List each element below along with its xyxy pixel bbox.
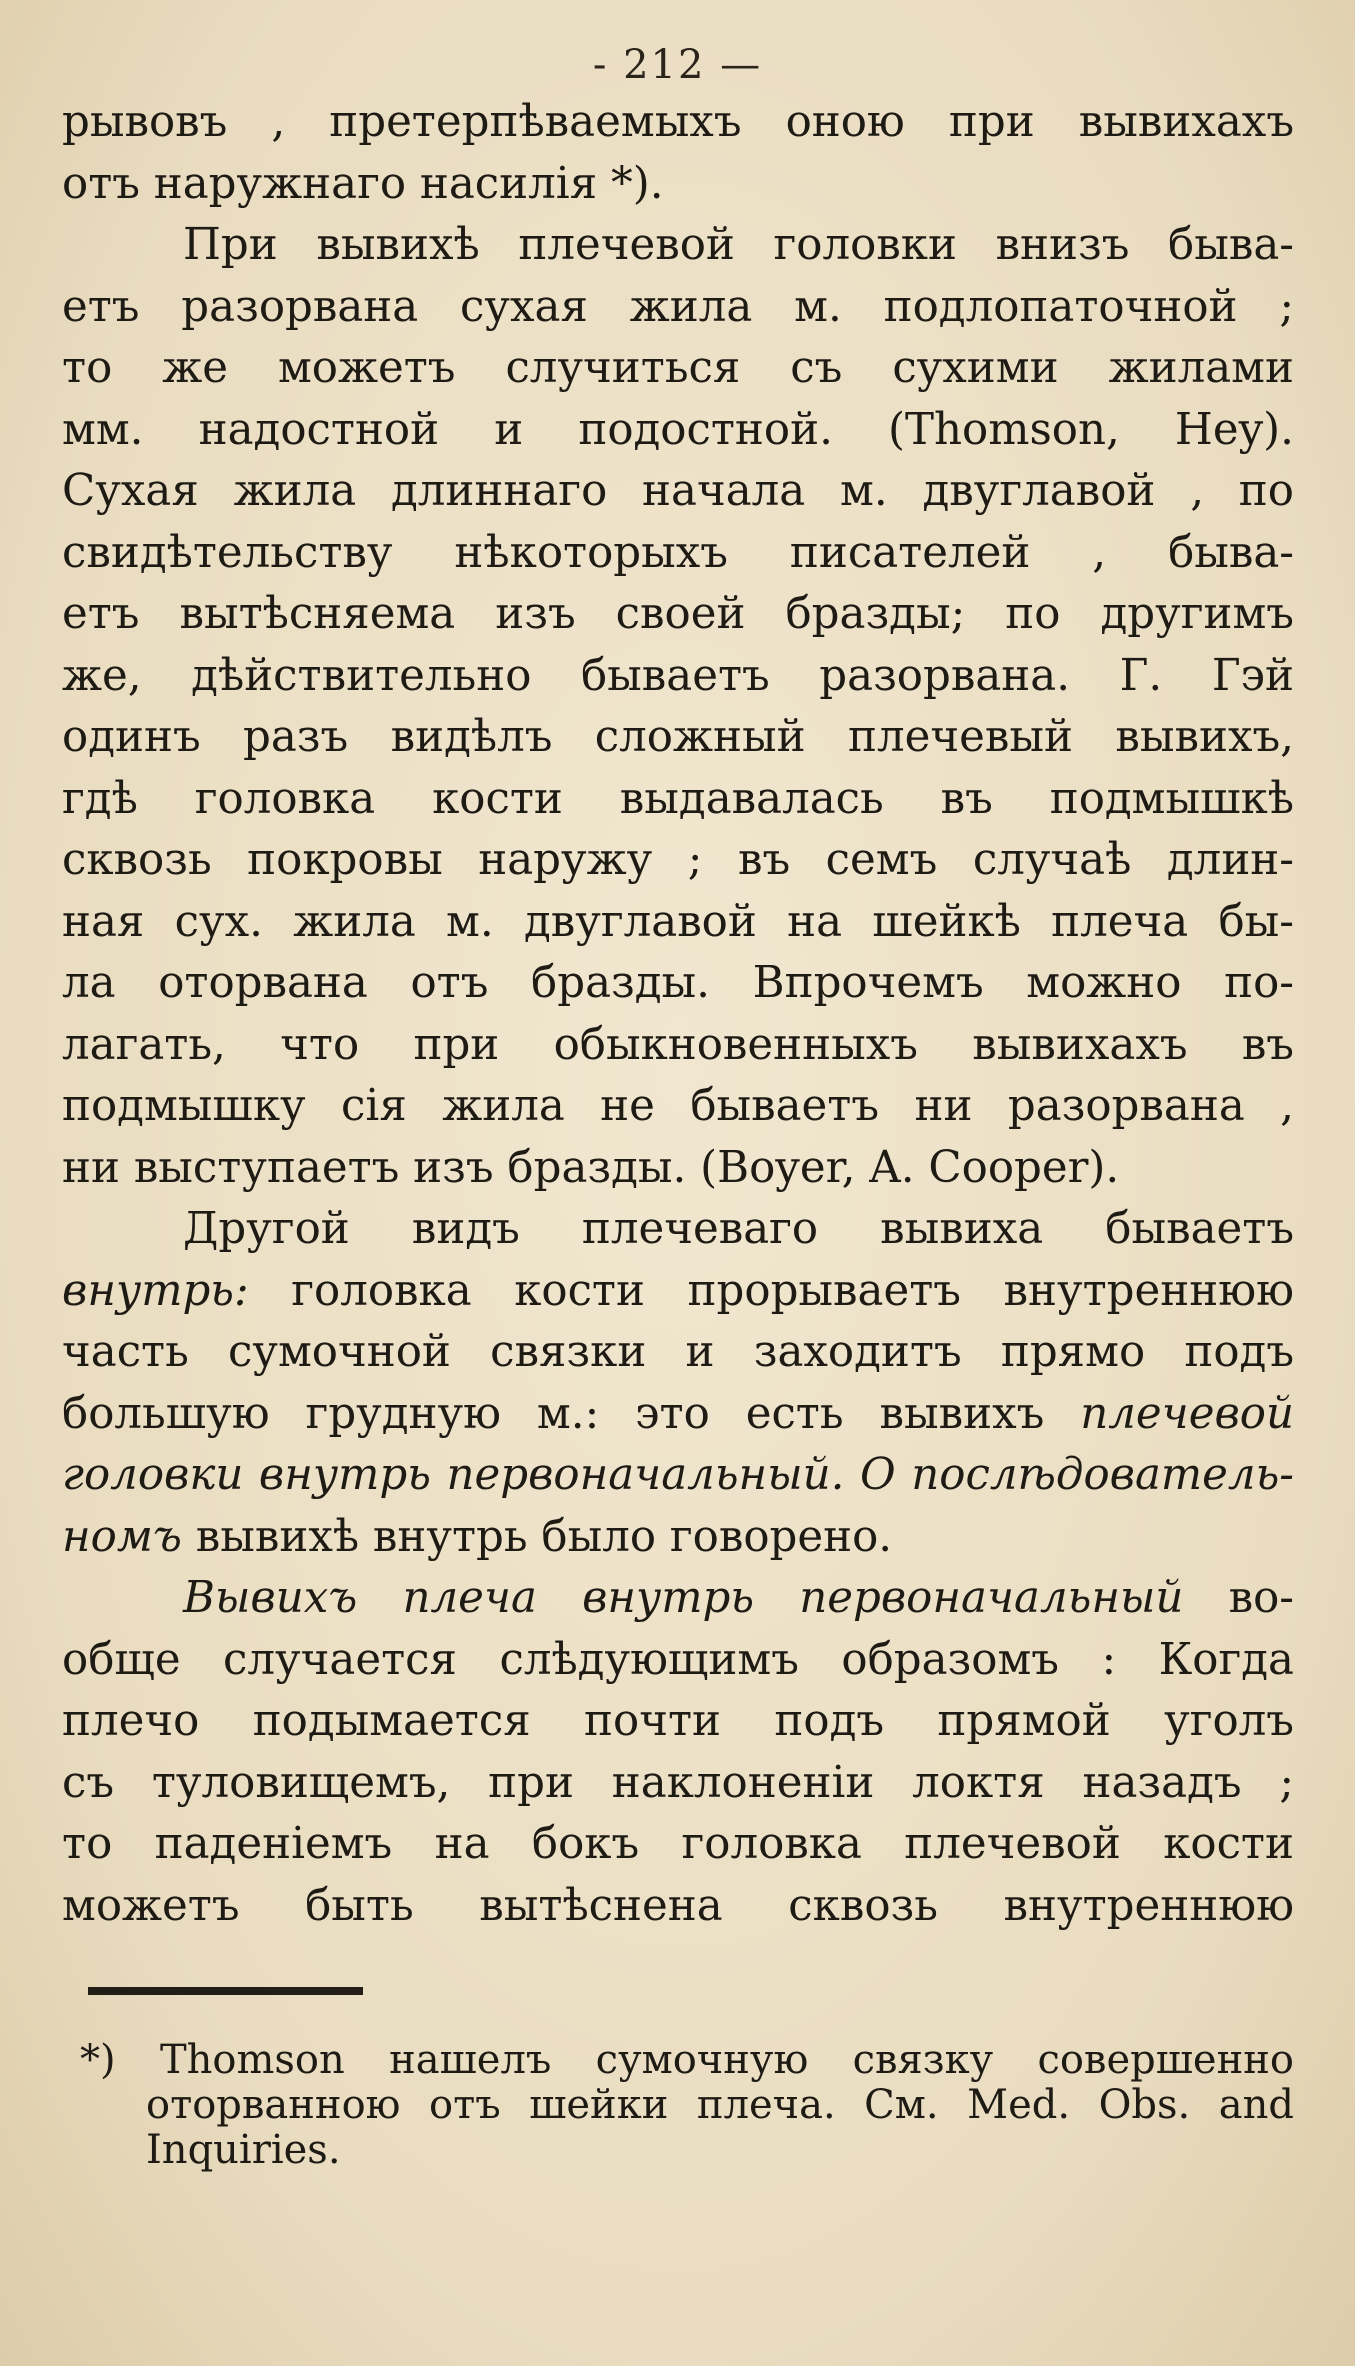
footnote-line: *) Thomson нашелъ сумочную связку совершенно [80,2038,1294,2083]
text-segment: отъ наружнаго насилія *). [62,158,664,209]
text-segment: же, дѣйствительно бываетъ разорвана. Г. Гэй [62,650,1294,701]
text-segment: обще случается слѣдующимъ образомъ : Когда [62,1634,1294,1685]
text-segment: свидѣтельству нѣкоторыхъ писателей , быва- [62,527,1294,578]
italic-text: головки внутрь первоначальный. О послѣдователь- [62,1450,1294,1500]
text-line [62,154,1294,216]
text-line [62,892,1294,954]
text-line [62,1261,1294,1323]
text-segment: подмышку сія жила не бываетъ ни разорвана , [62,1081,1294,1131]
text-segment: рывовъ , претерпѣваемыхъ оною при вывихахъ [62,97,1294,147]
italic-text: внутрь: [62,1265,249,1316]
text-line [62,1876,1294,1938]
page-number: - 212 — [592,42,763,88]
text-line [62,1753,1294,1815]
text-line [62,461,1294,523]
footnote-separator [88,1987,363,1995]
text-segment: большую грудную м.: это есть вывихъ [62,1388,1081,1439]
footnote [80,2038,1294,2173]
text-line [62,338,1294,400]
text-segment: лагать, что при обыкновенныхъ вывихахъ въ [62,1019,1294,1070]
body-text [62,92,1294,1937]
text-line [62,1691,1294,1753]
text-line [62,646,1294,708]
text-line [62,769,1294,831]
text-segment: ла оторвана отъ бразды. Впрочемъ можно по- [62,958,1294,1008]
text-line [62,830,1294,892]
text-segment: одинъ разъ видѣлъ сложный плечевый вывихъ, [62,712,1294,762]
text-segment: во- [1183,1573,1294,1623]
italic-text: плечевой [1080,1388,1294,1439]
text-line [62,215,1294,277]
text-line [62,1507,1294,1569]
text-line [62,707,1294,769]
italic-text: Вывихъ плеча внутрь первоначальный [183,1573,1184,1623]
text-segment: головка кости прорываетъ внутреннюю [248,1265,1294,1316]
footnote-line: оторванною отъ шейки плеча. См. Med. Obs. and [146,2083,1294,2128]
text-segment: Другой видъ плечеваго вывиха бываетъ [183,1204,1294,1254]
text-line [62,1814,1294,1876]
text-segment: Сухая жила длиннаго начала м. двуглавой , по [62,466,1294,516]
text-line [62,1322,1294,1384]
text-segment: етъ вытѣсняема изъ своей бразды; по другимъ [62,589,1294,639]
italic-text: номъ [62,1511,182,1562]
text-segment: ни выступаетъ изъ бразды. (Boyer, A. Cooper). [62,1142,1120,1193]
text-segment: гдѣ головка кости выдавалась въ подмышкѣ [62,773,1294,824]
text-line [62,1199,1294,1261]
text-line [62,1568,1294,1630]
text-line [62,400,1294,462]
text-line [62,1630,1294,1692]
text-line [62,1076,1294,1138]
text-line [62,584,1294,646]
text-segment: мм. надостной и подостной. (Thomson, Hey). [62,404,1294,455]
text-line [62,92,1294,154]
text-line [62,953,1294,1015]
text-segment: можетъ быть вытѣснена сквозь внутреннюю [62,1880,1294,1931]
text-line [62,1138,1294,1200]
text-line [62,277,1294,339]
footnote-line: Inquiries. [146,2128,341,2173]
text-line [62,1445,1294,1507]
text-line [62,1384,1294,1446]
text-segment: етъ разорвана сухая жила м. подлопаточной ; [62,281,1294,332]
text-segment: то паденіемъ на бокъ головка плечевой кости [62,1819,1294,1869]
text-segment: плечо подымается почти подъ прямой уголъ [62,1696,1294,1746]
text-segment: ная сух. жила м. двуглавой на шейкѣ плеча бы- [62,896,1294,947]
text-segment: При вывихѣ плечевой головки внизъ быва- [183,220,1294,270]
text-line [62,523,1294,585]
text-segment: сквозь покровы наружу ; въ семъ случаѣ длин- [62,835,1294,885]
text-segment: съ туловищемъ, при наклоненіи локтя назадъ ; [62,1757,1294,1808]
text-segment: часть сумочной связки и заходитъ прямо подъ [62,1327,1294,1377]
text-line [62,1015,1294,1077]
text-segment: вывихѣ внутрь было говорено. [181,1511,893,1562]
text-segment: то же можетъ случиться съ сухими жилами [62,343,1294,393]
